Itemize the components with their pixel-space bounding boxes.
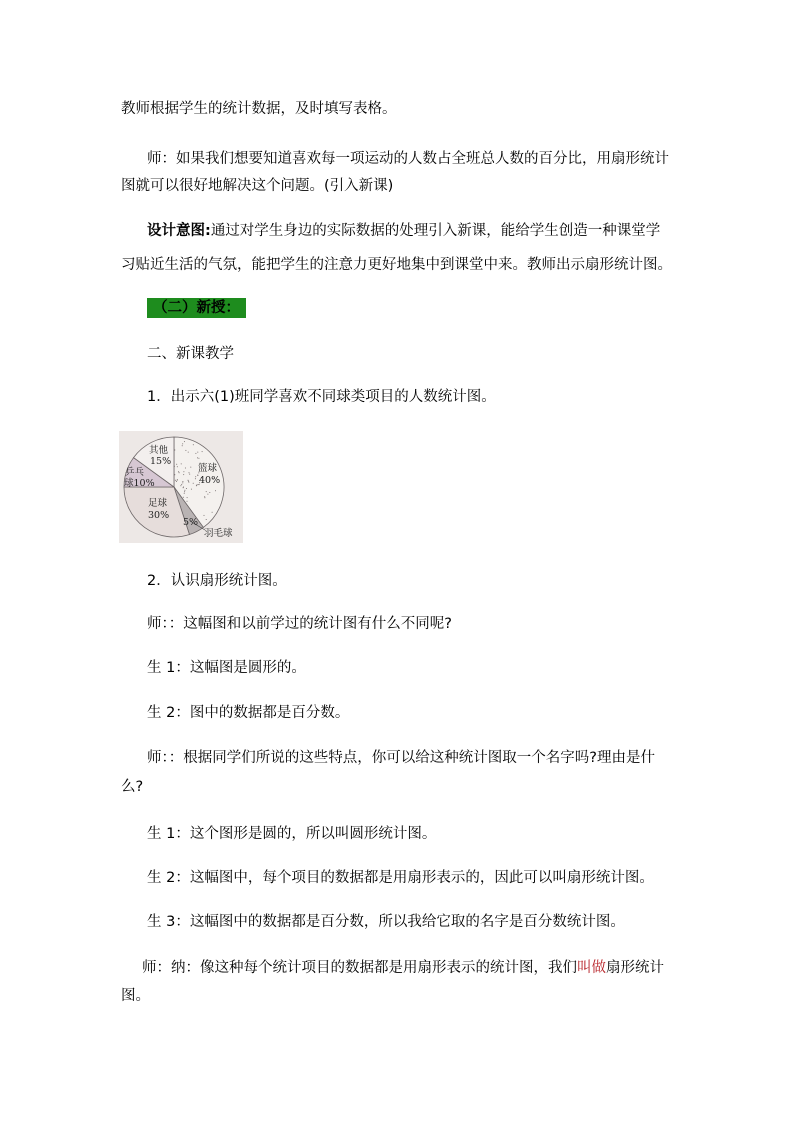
dialogue-line: 生 1：这幅图是圆形的。 — [147, 660, 306, 676]
texture-dot — [180, 485, 181, 486]
texture-dot — [175, 480, 176, 481]
design-intent-label: 设计意图: — [147, 223, 211, 239]
list-item: 2．认识扇形统计图。 — [147, 573, 287, 589]
paragraph: 习贴近生活的气氛，能把学生的注意力更好地集中到课堂中来。教师出示扇形统计图。 — [121, 257, 672, 273]
texture-dot — [198, 458, 199, 459]
texture-dot — [178, 471, 179, 472]
texture-dot — [181, 463, 182, 464]
texture-dot — [215, 490, 216, 491]
dialogue-line: 生 2：图中的数据都是百分数。 — [147, 705, 350, 721]
texture-dot — [204, 515, 205, 516]
label-badminton-pct: 5% — [183, 517, 199, 528]
dialogue-line — [142, 958, 664, 978]
texture-dot — [184, 441, 185, 442]
texture-dot — [174, 466, 175, 467]
texture-dot — [179, 472, 180, 473]
section-heading — [147, 298, 246, 318]
paragraph: 图就可以很好地解决这个问题。(引入新课) — [121, 178, 394, 194]
paragraph — [147, 221, 660, 241]
label-basketball-name: 篮球 — [198, 463, 218, 474]
texture-dot — [185, 468, 186, 469]
texture-dot — [212, 512, 213, 513]
texture-dot — [191, 489, 192, 490]
texture-dot — [188, 481, 189, 482]
dialogue-line: 生 3：这幅图中的数据都是百分数，所以我给它取的名字是百分数统计图。 — [147, 914, 625, 930]
texture-dot — [206, 491, 207, 492]
dialogue-line: 生 1：这个图形是圆的，所以叫圆形统计图。 — [147, 826, 437, 842]
label-badminton-name: 羽毛球 — [204, 528, 233, 539]
texture-dot — [181, 484, 182, 485]
texture-dot — [184, 491, 185, 492]
texture-dot — [197, 475, 198, 476]
label-football-pct: 30% — [148, 510, 170, 521]
summary-highlight: 叫做 — [577, 960, 606, 976]
label-basketball-pct: 40% — [199, 475, 221, 486]
label-football-name: 足球 — [148, 498, 168, 509]
texture-dot — [196, 485, 197, 486]
texture-dot — [188, 452, 189, 453]
label-other-name: 其他 — [149, 445, 169, 456]
texture-dot — [185, 450, 186, 451]
label-pingpong-name: 乒乓 — [125, 467, 145, 478]
texture-dot — [195, 478, 196, 479]
dialogue-line: 生 2：这幅图中，每个项目的数据都是用扇形表示的，因此可以叫扇形统计图。 — [147, 870, 654, 886]
texture-dot — [188, 482, 189, 483]
texture-dot — [183, 471, 184, 472]
dialogue-line: 师：：根据同学们所说的这些特点，你可以给这种统计图取一个名字吗?理由是什 — [147, 750, 655, 766]
heading: 二、新课教学 — [147, 346, 234, 362]
texture-dot — [182, 445, 183, 446]
texture-dot — [202, 451, 203, 452]
texture-dot — [187, 501, 188, 502]
texture-dot — [204, 497, 205, 498]
section-badge: （二）新授： — [147, 298, 246, 318]
dialogue-line: 师：：这幅图和以前学过的统计图有什么不同呢? — [147, 616, 452, 632]
texture-dot — [183, 487, 184, 488]
texture-dot — [195, 453, 196, 454]
texture-dot — [197, 452, 198, 453]
texture-dot — [184, 490, 185, 491]
texture-dot — [183, 474, 184, 475]
summary-text-end: 扇形统计 — [606, 960, 664, 976]
texture-dot — [176, 464, 177, 465]
texture-dot — [183, 497, 184, 498]
texture-dot — [190, 467, 191, 468]
paragraph: 师：如果我们想要知道喜欢每一项运动的人数占全班总人数的百分比，用扇形统计 — [147, 151, 669, 167]
texture-dot — [197, 457, 198, 458]
pie-chart — [119, 431, 243, 543]
texture-dot — [189, 474, 190, 475]
texture-dot — [195, 476, 196, 477]
texture-dot — [189, 472, 190, 473]
texture-dot — [209, 492, 210, 493]
label-pingpong-pct: 球10% — [124, 478, 155, 489]
summary-text: 师：纳：像这种每个统计项目的数据都是用扇形表示的统计图，我们 — [142, 960, 577, 976]
paragraph: 教师根据学生的统计数据，及时填写表格。 — [121, 101, 397, 117]
texture-dot — [206, 519, 207, 520]
texture-dot — [186, 488, 187, 489]
dialogue-line: 图。 — [121, 988, 150, 1004]
texture-dot — [182, 443, 183, 444]
texture-dot — [174, 474, 175, 475]
label-other-pct: 15% — [150, 456, 172, 467]
texture-dot — [193, 483, 194, 484]
texture-dot — [204, 496, 205, 497]
texture-dot — [176, 481, 177, 482]
texture-dot — [177, 466, 178, 467]
texture-dot — [207, 494, 208, 495]
list-item: 1．出示六(1)班同学喜欢不同球类项目的人数统计图。 — [147, 389, 496, 405]
texture-dot — [174, 450, 175, 451]
texture-dot — [188, 480, 189, 481]
texture-dot — [187, 497, 188, 498]
texture-dot — [182, 482, 183, 483]
texture-dot — [184, 493, 185, 494]
texture-dot — [182, 481, 183, 482]
dialogue-line: 么? — [121, 779, 144, 795]
texture-dot — [193, 444, 194, 445]
design-intent-text: 通过对学生身边的实际数据的处理引入新课，能给学生创造一种课堂学 — [210, 223, 661, 239]
texture-dot — [177, 480, 178, 481]
